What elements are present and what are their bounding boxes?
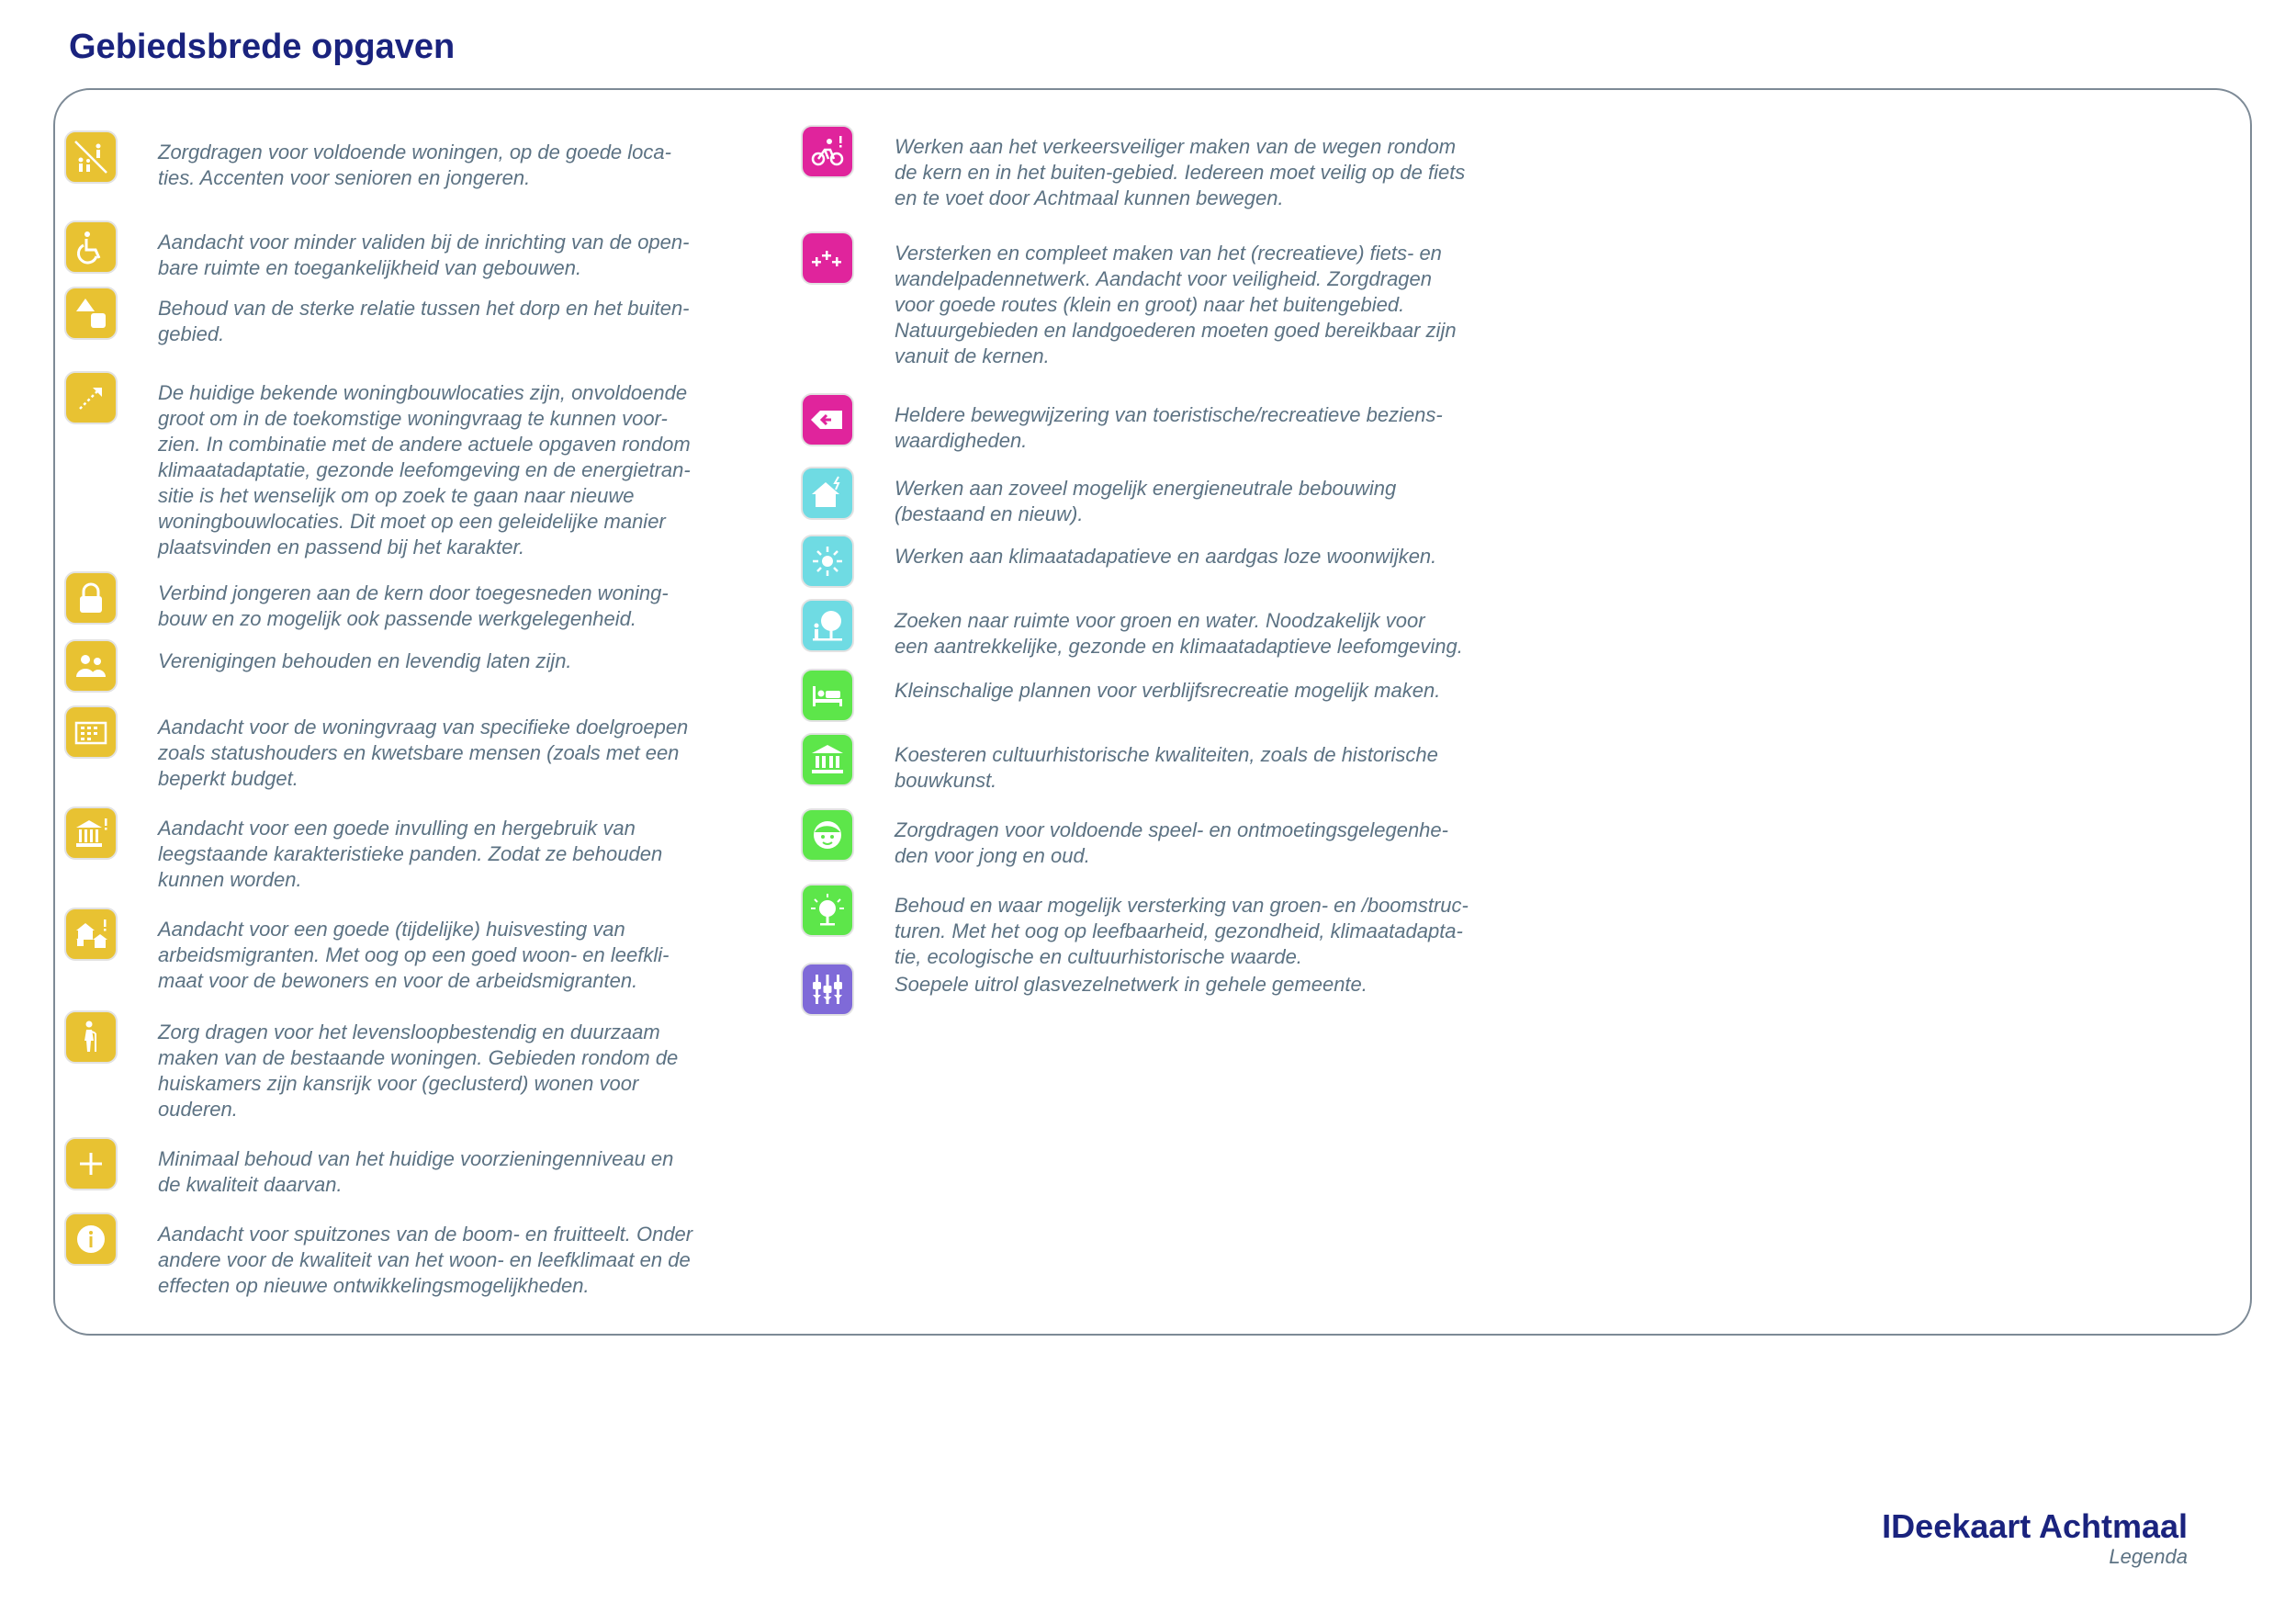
sun-climate-icon (801, 535, 854, 588)
item-text: Verbind jongeren aan de kern door toegesneden woning- bouw en zo mogelijk ook passende werkgelegenheid. (158, 581, 669, 630)
houses-alert-icon (64, 908, 118, 961)
item-text: Werken aan klimaatadapatieve en aardgas loze woonwijken. (895, 545, 1437, 568)
sparkle-route-icon (801, 231, 854, 285)
item-text: De huidige bekende woningbouwlocaties zijn, onvoldoende groot om in de toekomstige woningvraag te kunnen voor- zien. In combinatie met de andere actuele opgaven rondom klimaatadaptatie, gezonde leefomgeving en de energietran- sitie is het wenselijk om op zoek te gaan naar nieuwe woningbouwlocaties. Dit moet op een geleidelijke manier plaatsvinden en passend bij het karakter. (158, 381, 691, 558)
item-text: Aandacht voor een goede (tijdelijke) huisvesting van arbeidsmigranten. Met oog op een goed woon- en leefkli- maat voor de bewoners en voor de arbeidsmigranten. (158, 918, 670, 992)
child-face-icon (801, 808, 854, 862)
heritage-building-icon (801, 733, 854, 786)
item-text: Zorgdragen voor voldoende woningen, op de goede loca- ties. Accenten voor senioren en jongeren. (158, 141, 671, 189)
item-text: Werken aan zoveel mogelijk energieneutrale bebouwing (bestaand en nieuw). (895, 477, 1397, 525)
brand-block (1882, 1508, 2188, 1569)
item-text: Aandacht voor de woningvraag van specifieke doelgroepen zoals statushouders en kwetsbare mensen (zoals met een beperkt budget. (158, 716, 689, 790)
people-group-icon (64, 639, 118, 693)
item-text: Zorgdragen voor voldoende speel- en ontmoetingsgelegenhe- den voor jong en oud. (895, 818, 1448, 867)
fiber-network-icon (801, 963, 854, 1016)
item-text: Verenigingen behouden en levendig laten zijn. (158, 649, 572, 672)
item-text: Kleinschalige plannen voor verblijfsrecreatie mogelijk maken. (895, 679, 1441, 702)
item-text: Minimaal behoud van het huidige voorzieningenniveau en de kwaliteit daarvan. (158, 1147, 674, 1196)
page-title: Gebiedsbrede opgaven (69, 28, 456, 66)
item-text: Soepele uitrol glasvezelnetwerk in gehele gemeente. (895, 973, 1367, 996)
arrow-growth-icon (64, 371, 118, 424)
relation-shapes-icon (64, 287, 118, 340)
item-text: Werken aan het verkeersveiliger maken van de wegen rondom de kern en in het buiten-gebied. Iedereen moet veilig op de fiets en te voet door Achtmaal kunnen bewegen. (895, 135, 1466, 209)
item-text: Aandacht voor minder validen bij de inrichting van de open- bare ruimte en toegankelijkheid van gebouwen. (158, 231, 690, 279)
info-icon (64, 1212, 118, 1266)
signpost-arrow-icon (801, 393, 854, 446)
item-text: Aandacht voor spuitzones van de boom- en fruitteelt. Onder andere voor de kwaliteit van het woon- en leefklimaat en de effecten op nieuwe ontwikkelingsmogelijkheden. (158, 1223, 693, 1297)
item-text: Behoud en waar mogelijk versterking van groen- en /boomstruc- turen. Met het oog op leefbaarheid, gezondheid, klimaatadapta- tie, ecologische en cultuurhistorische waarde. (895, 894, 1469, 968)
cyclist-alert-icon (801, 125, 854, 178)
item-text: Versterken en compleet maken van het (recreatieve) fiets- en wandelpadennetwerk. Aandacht voor veiligheid. Zorgdragen voor goede routes (klein en groot) naar het buitengebied. Natuurgebieden en landgoederen moeten goed bereikbaar zijn vanuit de kernen. (895, 242, 1457, 367)
building-grid-icon (64, 705, 118, 759)
item-text: Heldere bewegwijzering van toeristische/recreatieve beziens- waardigheden. (895, 403, 1443, 452)
item-text: Koesteren cultuurhistorische kwaliteiten, zoals de historische bouwkunst. (895, 743, 1438, 792)
no-walking-family-icon (64, 130, 118, 184)
tree-sun-icon (801, 884, 854, 937)
lock-icon (64, 571, 118, 625)
item-text: Aandacht voor een goede invulling en hergebruik van leegstaande karakteristieke panden. Zodat ze behouden kunnen worden. (158, 817, 663, 891)
wheelchair-icon (64, 220, 118, 274)
plus-icon (64, 1137, 118, 1190)
item-text: Zoeken naar ruimte voor groen en water. Noodzakelijk voor een aantrekkelijke, gezonde en klimaatadaptieve leefomgeving. (895, 609, 1463, 658)
elderly-walker-icon (64, 1010, 118, 1064)
monument-alert-icon (64, 806, 118, 860)
tree-green-icon (801, 599, 854, 652)
item-text: Behoud van de sterke relatie tussen het dorp en het buiten- gebied. (158, 297, 690, 345)
energy-house-icon (801, 467, 854, 520)
brand-title: IDeekaart Achtmaal (1882, 1507, 2188, 1545)
bed-recreation-icon (801, 669, 854, 722)
brand-subtitle: Legenda (2109, 1545, 2188, 1568)
item-text: Zorg dragen voor het levensloopbestendig en duurzaam maken van de bestaande woningen. Gebieden rondom de huiskamers zijn kansrijk voor (geclusterd) wonen voor ouderen. (158, 1021, 679, 1121)
